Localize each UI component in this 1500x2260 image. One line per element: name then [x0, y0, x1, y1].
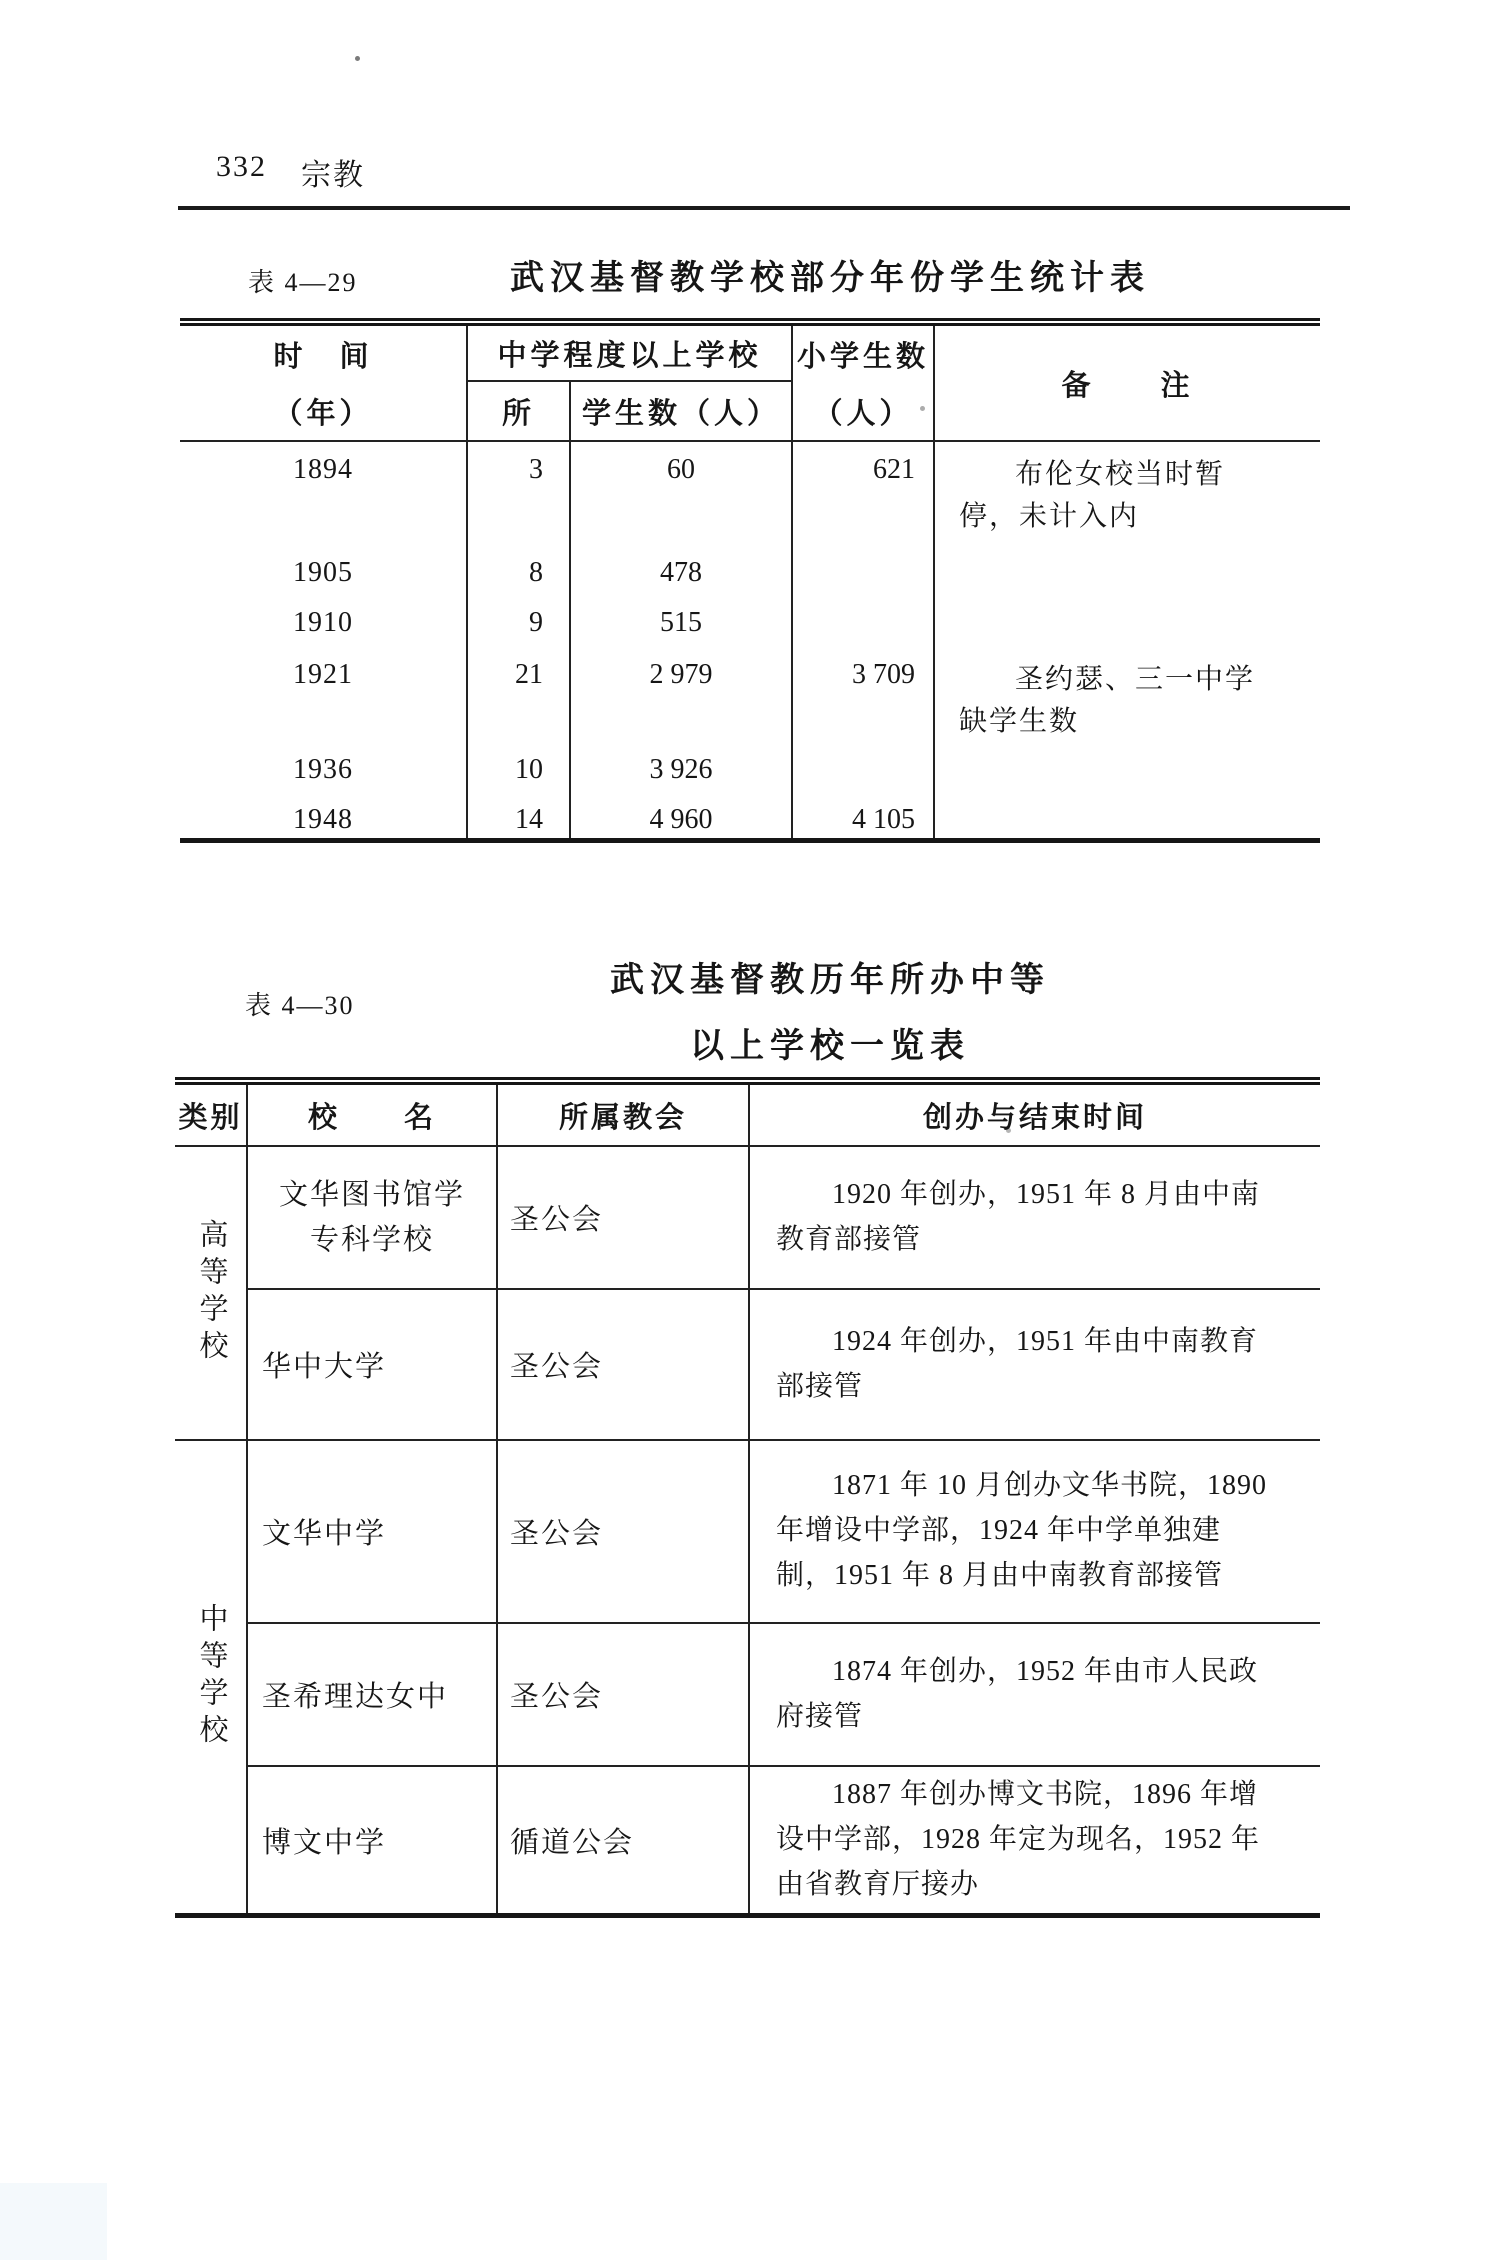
- cell-church: 圣公会: [497, 1146, 749, 1289]
- cell-church: 圣公会: [497, 1440, 749, 1623]
- table-row: [175, 1623, 1320, 1766]
- col-header-secondary-group: 中学程度以上学校: [467, 322, 792, 381]
- history-text: 1871 年 10 月创办文华书院，1890 年增设中学部，1924 年中学单独建制，1951 年 8 月由中南教育部接管: [776, 1470, 1268, 1591]
- cell-year: 1905: [293, 557, 353, 588]
- table-row: [175, 1146, 1320, 1289]
- col-header-count: 所: [467, 381, 570, 441]
- header-rule: [178, 206, 1350, 210]
- cell-year: 1936: [293, 754, 353, 785]
- history-text: 1874 年创办，1952 年由市人民政府接管: [776, 1655, 1259, 1732]
- cell-primary: 621: [792, 441, 934, 549]
- table-row: [180, 599, 1320, 651]
- cell-history: [749, 1440, 1320, 1623]
- cell-history: [749, 1766, 1320, 1916]
- table1-title: 武汉基督教学校部分年份学生统计表: [510, 259, 1150, 297]
- school-name-line1: 文华图书馆学: [278, 1178, 465, 1211]
- cell-church: 圣公会: [497, 1623, 749, 1766]
- cell-remark: 布伦女校当时暂停，未计入内: [934, 441, 1320, 549]
- col-header-primary: [792, 322, 934, 441]
- cell-category-secondary: [175, 1440, 247, 1916]
- table2-title-line2: 以上学校一览表: [690, 1027, 970, 1065]
- cell-year: 1948: [293, 804, 353, 835]
- col-header-primary-line1: 小学生数: [797, 341, 930, 373]
- school-name-line2: 专科学校: [309, 1223, 434, 1256]
- cell-schools: 14: [467, 796, 570, 840]
- cell-church: 循道公会: [497, 1766, 749, 1916]
- table-row: [180, 441, 1320, 549]
- cell-school: [247, 1146, 497, 1289]
- cell-year: 1921: [293, 659, 353, 690]
- cell-primary: [792, 746, 934, 796]
- cell-remark: [934, 746, 1320, 796]
- cell-remark: [934, 549, 1320, 599]
- table-row: [180, 746, 1320, 796]
- table2-title-line1: 武汉基督教历年所办中等: [610, 961, 1050, 999]
- cell-history: [749, 1289, 1320, 1440]
- cell-primary: [792, 599, 934, 651]
- col-header-school: 校 名: [247, 1081, 497, 1146]
- scan-speck: [355, 56, 360, 61]
- cell-schools: 8: [467, 549, 570, 599]
- col-header-time-line1: 时 间: [273, 341, 373, 373]
- cell-primary: 4 105: [792, 796, 934, 840]
- history-text: 1887 年创办博文书院，1896 年增设中学部，1928 年定为现名，1952 年由省教育厅接办: [776, 1779, 1261, 1900]
- category-label: 中等学校: [195, 1603, 228, 1752]
- table-4-30: [175, 1077, 1320, 1918]
- table-row: [180, 549, 1320, 599]
- cell-year: 1910: [293, 607, 353, 638]
- cell-primary: 3 709: [792, 651, 934, 746]
- cell-category-higher: [175, 1146, 247, 1440]
- cell-schools: 9: [467, 599, 570, 651]
- cell-remark: [934, 599, 1320, 651]
- col-header-church: 所属教会: [497, 1081, 749, 1146]
- table-row: [175, 1289, 1320, 1440]
- cell-school: 博文中学: [247, 1766, 497, 1916]
- cell-schools: 3: [467, 441, 570, 549]
- cell-remark: [934, 796, 1320, 840]
- cell-students: 515: [570, 599, 792, 651]
- col-header-primary-line2: （人）: [813, 398, 913, 430]
- cell-students: 3 926: [570, 746, 792, 796]
- cell-remark: 圣约瑟、三一中学缺学生数: [934, 651, 1320, 746]
- cell-students: 478: [570, 549, 792, 599]
- col-header-students: 学生数（人）: [570, 381, 792, 441]
- cell-school: 圣希理达女中: [247, 1623, 497, 1766]
- table-row: [175, 1766, 1320, 1916]
- category-label: 高等学校: [195, 1219, 228, 1367]
- col-header-category: 类别: [175, 1081, 247, 1146]
- col-header-history: 创办与结束时间: [749, 1081, 1320, 1146]
- page-number: 332: [216, 150, 267, 183]
- col-header-time: [180, 322, 467, 441]
- col-header-remarks: 备 注: [934, 322, 1320, 441]
- col-header-time-line2: （年）: [273, 398, 373, 430]
- history-text: 1920 年创办，1951 年 8 月由中南教育部接管: [776, 1178, 1261, 1255]
- section-title: 宗教: [301, 159, 365, 192]
- scan-artifact: [0, 2183, 107, 2260]
- table-row: [180, 651, 1320, 746]
- table-4-29: [180, 318, 1320, 843]
- cell-history: [749, 1623, 1320, 1766]
- cell-history: [749, 1146, 1320, 1289]
- cell-year: 1894: [293, 454, 353, 485]
- history-text: 1924 年创办，1951 年由中南教育部接管: [776, 1325, 1259, 1402]
- table-row: [175, 1440, 1320, 1623]
- cell-school: 文华中学: [247, 1440, 497, 1623]
- cell-students: 60: [570, 441, 792, 549]
- cell-school: 华中大学: [247, 1289, 497, 1440]
- cell-students: 2 979: [570, 651, 792, 746]
- table1-caption-label: 表 4—29: [248, 268, 358, 297]
- cell-schools: 10: [467, 746, 570, 796]
- cell-primary: [792, 549, 934, 599]
- running-head: [216, 150, 365, 194]
- cell-students: 4 960: [570, 796, 792, 840]
- cell-schools: 21: [467, 651, 570, 746]
- cell-church: 圣公会: [497, 1289, 749, 1440]
- table-row: [180, 796, 1320, 840]
- table2-caption-label: 表 4—30: [245, 991, 355, 1020]
